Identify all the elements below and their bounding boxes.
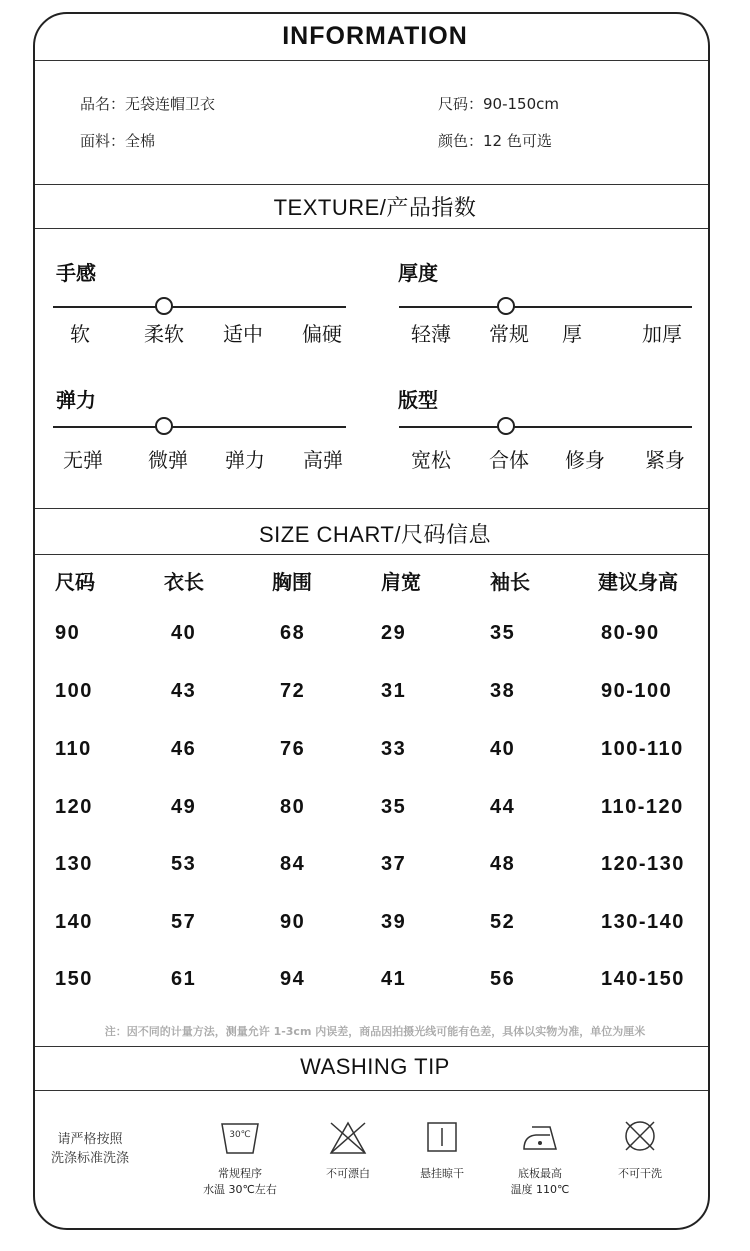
divider xyxy=(35,508,708,509)
caption-line: 温度 110℃ xyxy=(510,1183,570,1196)
elasticity-indicator xyxy=(155,417,173,435)
divider xyxy=(35,1090,708,1091)
wash-tub-icon xyxy=(220,1122,260,1156)
caption-line: 常规程序 xyxy=(218,1167,262,1180)
cell-length: 40 xyxy=(171,622,197,644)
cell-length: 46 xyxy=(171,738,197,760)
feel-label: 手感 xyxy=(56,261,96,285)
cell-sleeve: 44 xyxy=(490,796,516,818)
col-header-shoulder: 肩宽 xyxy=(381,570,421,594)
cell-shoulder: 39 xyxy=(381,911,407,933)
iron-icon xyxy=(520,1122,560,1154)
wash-caption xyxy=(298,1166,398,1182)
cell-height: 120-130 xyxy=(601,853,685,875)
cell-height: 90-100 xyxy=(601,680,673,702)
wash-caption xyxy=(490,1166,590,1198)
thickness-indicator xyxy=(497,297,515,315)
cell-length: 49 xyxy=(171,796,197,818)
cell-size: 140 xyxy=(55,911,93,933)
size-range: 尺码：90-150cm xyxy=(438,95,559,113)
washing-title: WASHING TIP xyxy=(300,1054,450,1079)
size-chart-title: SIZE CHART/尺码信息 xyxy=(258,522,491,547)
divider xyxy=(35,1046,708,1047)
fit-scale xyxy=(399,426,692,428)
cell-chest: 72 xyxy=(280,680,306,702)
elasticity-option: 弹力 xyxy=(225,448,265,472)
feel-option: 柔软 xyxy=(144,322,184,346)
cell-size: 90 xyxy=(55,622,81,644)
col-header-height: 建议身高 xyxy=(598,570,678,594)
col-header-size: 尺码 xyxy=(55,570,95,594)
cell-length: 43 xyxy=(171,680,197,702)
divider xyxy=(35,60,708,61)
elasticity-option: 微弹 xyxy=(148,448,188,472)
tub-temperature: 30℃ xyxy=(229,1130,251,1140)
wash-caption xyxy=(392,1166,492,1182)
no-bleach-icon xyxy=(328,1120,368,1156)
texture-title: TEXTURE/产品指数 xyxy=(273,195,477,220)
cell-shoulder: 41 xyxy=(381,968,407,990)
feel-indicator xyxy=(155,297,173,315)
cell-chest: 80 xyxy=(280,796,306,818)
washing-intro xyxy=(40,1130,140,1168)
cell-shoulder: 35 xyxy=(381,796,407,818)
cell-length: 61 xyxy=(171,968,197,990)
washing-intro-line: 请严格按照 xyxy=(57,1132,123,1147)
elasticity-option: 无弹 xyxy=(63,448,103,472)
cell-height: 80-90 xyxy=(601,622,660,644)
fit-option: 宽松 xyxy=(411,448,451,472)
caption-line: 不可干洗 xyxy=(618,1167,662,1180)
product-name: 品名：无袋连帽卫衣 xyxy=(80,95,216,113)
cell-sleeve: 52 xyxy=(490,911,516,933)
cell-sleeve: 48 xyxy=(490,853,516,875)
elasticity-scale xyxy=(53,426,346,428)
cell-length: 53 xyxy=(171,853,197,875)
cell-height: 100-110 xyxy=(601,738,684,760)
caption-line: 悬挂晾干 xyxy=(420,1167,464,1180)
thickness-option: 加厚 xyxy=(642,322,682,346)
measurement-note: 注：因不同的计量方法，测量允许 1-3cm 内误差，商品因拍摄光线可能有色差，具体以实物为准，单位为厘米 xyxy=(104,1025,646,1038)
cell-length: 57 xyxy=(171,911,197,933)
col-header-sleeve: 袖长 xyxy=(490,570,530,594)
cell-sleeve: 40 xyxy=(490,738,516,760)
col-header-length: 衣长 xyxy=(164,570,204,594)
divider xyxy=(35,554,708,555)
information-title: INFORMATION xyxy=(282,22,468,50)
thickness-label: 厚度 xyxy=(398,261,438,285)
cell-shoulder: 31 xyxy=(381,680,407,702)
elasticity-label: 弹力 xyxy=(56,388,96,412)
cell-height: 140-150 xyxy=(601,968,685,990)
cell-sleeve: 56 xyxy=(490,968,516,990)
cell-size: 130 xyxy=(55,853,93,875)
fabric: 面料：全棉 xyxy=(80,132,156,150)
cell-shoulder: 37 xyxy=(381,853,407,875)
feel-option: 偏硬 xyxy=(302,322,342,346)
wash-caption xyxy=(190,1166,290,1198)
cell-shoulder: 33 xyxy=(381,738,407,760)
cell-size: 150 xyxy=(55,968,93,990)
wash-caption xyxy=(590,1166,690,1182)
hang-dry-icon xyxy=(426,1121,458,1153)
fit-option: 合体 xyxy=(489,448,529,472)
elasticity-option: 高弹 xyxy=(303,448,343,472)
feel-option: 软 xyxy=(70,322,90,346)
divider xyxy=(35,184,708,185)
cell-chest: 68 xyxy=(280,622,306,644)
cell-shoulder: 29 xyxy=(381,622,407,644)
thickness-option: 常规 xyxy=(489,322,529,346)
thickness-scale xyxy=(399,306,692,308)
no-dry-clean-icon xyxy=(622,1118,658,1154)
caption-line: 底板最高 xyxy=(518,1167,562,1180)
fit-option: 紧身 xyxy=(645,448,685,472)
col-header-chest: 胸围 xyxy=(272,570,312,594)
cell-sleeve: 35 xyxy=(490,622,516,644)
thickness-option: 厚 xyxy=(562,322,582,346)
cell-chest: 90 xyxy=(280,911,306,933)
cell-size: 110 xyxy=(55,738,92,760)
fit-option: 修身 xyxy=(565,448,605,472)
caption-line: 不可漂白 xyxy=(326,1167,370,1180)
cell-chest: 76 xyxy=(280,738,306,760)
cell-chest: 94 xyxy=(280,968,306,990)
cell-height: 110-120 xyxy=(601,796,684,818)
washing-intro-line: 洗涤标准洗涤 xyxy=(50,1151,129,1166)
thickness-option: 轻薄 xyxy=(411,322,451,346)
cell-sleeve: 38 xyxy=(490,680,516,702)
cell-size: 120 xyxy=(55,796,93,818)
cell-chest: 84 xyxy=(280,853,306,875)
color-options: 颜色：12 色可选 xyxy=(438,132,552,150)
cell-height: 130-140 xyxy=(601,911,685,933)
feel-option: 适中 xyxy=(223,322,263,346)
cell-size: 100 xyxy=(55,680,93,702)
fit-indicator xyxy=(497,417,515,435)
feel-scale xyxy=(53,306,346,308)
fit-label: 版型 xyxy=(398,388,438,412)
caption-line: 水温 30℃左右 xyxy=(203,1183,277,1196)
divider xyxy=(35,228,708,229)
